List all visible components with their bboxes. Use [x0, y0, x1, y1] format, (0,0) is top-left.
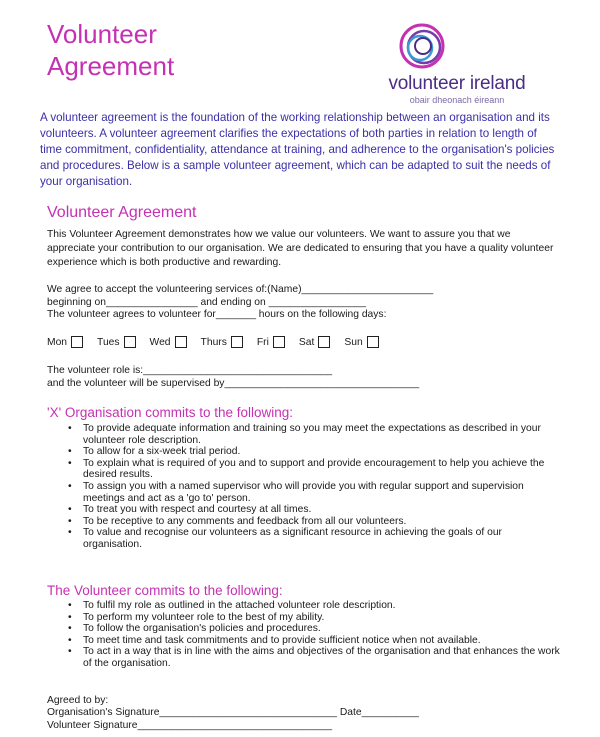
- agreed-label: Agreed to by:: [47, 695, 109, 706]
- org-signature-line[interactable]: Organisation's Signature_______________________________ Date__________: [47, 707, 419, 719]
- day-checkbox[interactable]: [367, 336, 379, 348]
- list-item: • To provide adequate information and training so you may meet the expectations as described in your volunteer role description.: [68, 423, 563, 446]
- intro-paragraph: A volunteer agreement is the foundation of the working relationship between an organisation and its volunteers. A volunteer agreement clarifies the expectations of both parties in relation to length of time commitment, confidentiality, attendance at training, and adherence to the organisation's policies and procedures. Below is a sample volunteer agreement, which can be adapted to suit the needs of your organisation.: [40, 111, 555, 188]
- days-selector: [47, 336, 393, 348]
- agreement-paragraph: This Volunteer Agreement demonstrates how we value our volunteers. We want to assure you that we appreciate your contribution to our organisation. We are dedicated to ensuring that you have a quality volunteer experience which is both productive and rewarding.: [47, 229, 554, 268]
- list-item: • To perform my volunteer role to the best of my ability.: [68, 612, 563, 624]
- list-item: • To allow for a six-week trial period.: [68, 446, 563, 458]
- day-mon: [47, 336, 83, 348]
- day-checkbox[interactable]: [273, 336, 285, 348]
- day-label: Tues: [97, 336, 120, 348]
- list-item: • To value and recognise our volunteers as a significant resource in achieving the goals of our organisation.: [68, 527, 563, 550]
- list-item: • To follow the organisation's policies and procedures.: [68, 623, 563, 635]
- page-title: [47, 18, 174, 82]
- day-sun: [344, 336, 378, 348]
- logo-rings-icon: [394, 22, 450, 74]
- logo-name: volunteer ireland: [388, 73, 526, 94]
- list-item: • To act in a way that is in line with the aims and objectives of the organisation and that enhances the work of the organisation.: [68, 646, 563, 669]
- logo-subtitle: obair dheonach éireann: [409, 95, 505, 105]
- volunteer-commits-heading: The Volunteer commits to the following:: [47, 583, 283, 598]
- day-wed: [150, 336, 187, 348]
- day-sat: [299, 336, 330, 348]
- day-label: Fri: [256, 336, 269, 348]
- volunteer-signature-line[interactable]: Volunteer Signature__________________________________: [47, 719, 333, 731]
- day-thurs: [201, 336, 243, 348]
- dates-line[interactable]: beginning on________________ and ending on _________________: [47, 296, 366, 308]
- day-checkbox[interactable]: [124, 336, 136, 348]
- day-checkbox[interactable]: [71, 336, 83, 348]
- day-label: Mon: [47, 336, 68, 348]
- day-label: Wed: [149, 336, 171, 348]
- day-checkbox[interactable]: [231, 336, 243, 348]
- list-item: • To meet time and task commitments and to provide sufficient notice when not available.: [68, 635, 563, 647]
- agreement-heading: Volunteer Agreement: [47, 204, 197, 221]
- list-item: • To fulfil my role as outlined in the attached volunteer role description.: [68, 600, 563, 612]
- list-item: • To treat you with respect and courtesy at all times.: [68, 504, 563, 516]
- page-title-line1: Volunteer: [47, 19, 157, 49]
- day-label: Thurs: [200, 336, 227, 348]
- volunteer-commits-list: [68, 600, 563, 670]
- org-commits-heading: 'X' Organisation commits to the following:: [47, 405, 294, 420]
- day-label: Sat: [298, 336, 315, 348]
- role-section: [47, 365, 557, 390]
- org-commits-list: [68, 423, 563, 551]
- list-item: • To explain what is required of you and to support and provide encouragement to help you achieve the desired results.: [68, 458, 563, 481]
- list-item: • To be receptive to any comments and feedback from all our volunteers.: [68, 516, 563, 528]
- day-checkbox[interactable]: [318, 336, 330, 348]
- name-line[interactable]: We agree to accept the volunteering services of:(Name)_______________________: [47, 284, 434, 295]
- signature-section: [47, 695, 557, 732]
- supervisor-line[interactable]: and the volunteer will be supervised by__________________________________: [47, 377, 420, 389]
- day-fri: [257, 336, 285, 348]
- hours-line[interactable]: The volunteer agrees to volunteer for_______ hours on the following days:: [47, 309, 387, 321]
- role-line[interactable]: The volunteer role is:_________________________________: [47, 365, 333, 376]
- day-tues: [97, 336, 136, 348]
- agreement-form: [47, 284, 557, 322]
- day-checkbox[interactable]: [175, 336, 187, 348]
- list-item: • To assign you with a named supervisor who will provide you with regular support and supervision meetings and act as a 'go to' person.: [68, 481, 563, 504]
- day-label: Sun: [344, 336, 363, 348]
- page-title-line2: Agreement: [47, 51, 175, 81]
